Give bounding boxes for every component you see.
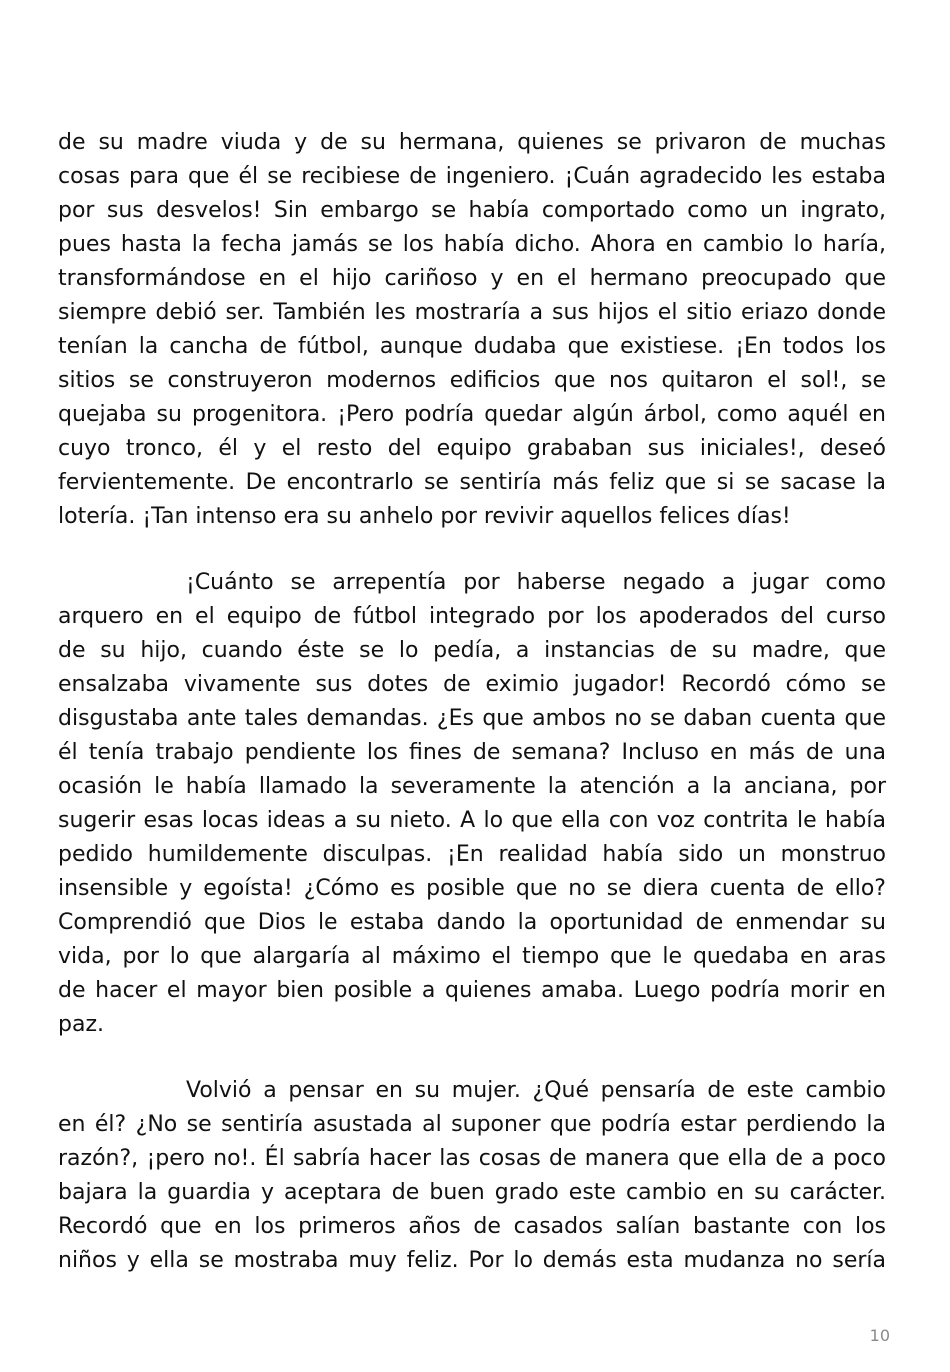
- text-line: Comprendió que Dios le estaba dando la oportunidad de enmendar su: [58, 910, 886, 935]
- text-line: ¡Cuánto se arrepentía por haberse negado a jugar como: [186, 570, 886, 595]
- text-line: sugerir esas locas ideas a su nieto. A lo que ella con voz contrita le había: [58, 808, 886, 833]
- paragraph-1: [58, 126, 886, 534]
- text-line: razón?, ¡pero no!. Él sabría hacer las cosas de manera que ella de a poco: [58, 1146, 886, 1171]
- text-line: de su madre viuda y de su hermana, quienes se privaron de muchas: [58, 130, 886, 155]
- text-line: bajara la guardia y aceptara de buen grado este cambio en su carácter.: [58, 1180, 886, 1205]
- text-line: cosas para que él se recibiese de ingeniero. ¡Cuán agradecido les estaba: [58, 164, 886, 189]
- text-line: fervientemente. De encontrarlo se sentiría más feliz que si se sacase la: [58, 470, 886, 495]
- text-line: niños y ella se mostraba muy feliz. Por lo demás esta mudanza no sería: [58, 1248, 886, 1273]
- paragraph-2: [58, 566, 886, 1042]
- text-line: de hacer el mayor bien posible a quienes amaba. Luego podría morir en: [58, 978, 886, 1003]
- text-line: de su hijo, cuando éste se lo pedía, a instancias de su madre, que: [58, 638, 886, 663]
- text-line: quejaba su progenitora. ¡Pero podría quedar algún árbol, como aquél en: [58, 402, 886, 427]
- text-line: en él? ¿No se sentiría asustada al suponer que podría estar perdiendo la: [58, 1112, 886, 1137]
- text-line: arquero en el equipo de fútbol integrado por los apoderados del curso: [58, 604, 886, 629]
- text-line: transformándose en el hijo cariñoso y en el hermano preocupado que: [58, 266, 886, 291]
- text-line: ensalzaba vivamente sus dotes de eximio jugador! Recordó cómo se: [58, 672, 886, 697]
- text-line: pedido humildemente disculpas. ¡En realidad había sido un monstruo: [58, 842, 886, 867]
- text-line: sitios se construyeron modernos edificios que nos quitaron el sol!, se: [58, 368, 886, 393]
- text-line: disgustaba ante tales demandas. ¿Es que ambos no se daban cuenta que: [58, 706, 886, 731]
- text-line: insensible y egoísta! ¿Cómo es posible que no se diera cuenta de ello?: [58, 876, 886, 901]
- text-line: siempre debió ser. También les mostraría a sus hijos el sitio eriazo donde: [58, 300, 886, 325]
- text-line: paz.: [58, 1012, 104, 1037]
- text-line: él tenía trabajo pendiente los fines de semana? Incluso en más de una: [58, 740, 886, 765]
- text-line: Recordó que en los primeros años de casados salían bastante con los: [58, 1214, 886, 1239]
- text-line: vida, por lo que alargaría al máximo el tiempo que le quedaba en aras: [58, 944, 886, 969]
- page-number: 10: [869, 1326, 890, 1345]
- text-line: lotería. ¡Tan intenso era su anhelo por revivir aquellos felices días!: [58, 504, 791, 529]
- text-line: Volvió a pensar en su mujer. ¿Qué pensaría de este cambio: [186, 1078, 886, 1103]
- text-line: por sus desvelos! Sin embargo se había comportado como un ingrato,: [58, 198, 886, 223]
- text-line: ocasión le había llamado la severamente la atención a la anciana, por: [58, 774, 886, 799]
- text-line: cuyo tronco, él y el resto del equipo grababan sus iniciales!, deseó: [58, 436, 886, 461]
- text-line: pues hasta la fecha jamás se los había dicho. Ahora en cambio lo haría,: [58, 232, 886, 257]
- text-line: tenían la cancha de fútbol, aunque dudaba que existiese. ¡En todos los: [58, 334, 886, 359]
- paragraph-3: [58, 1074, 886, 1278]
